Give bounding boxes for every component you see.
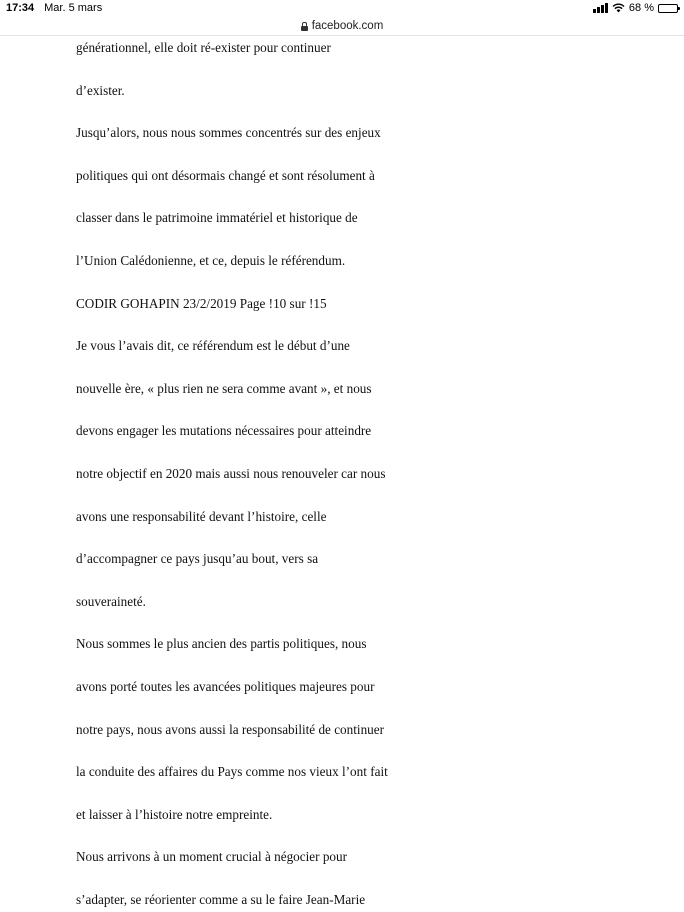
document-line: devons engager les mutations nécessaires pour atteindre xyxy=(76,423,372,439)
document-line: l’Union Calédonienne, et ce, depuis le référendum. xyxy=(76,253,346,268)
document-line: Nous arrivons à un moment crucial à négocier pour xyxy=(76,849,347,865)
wifi-icon xyxy=(612,3,625,13)
document-line: classer dans le patrimoine immatériel et historique de xyxy=(76,210,358,226)
document-line: CODIR GOHAPIN 23/2/2019 Page !10 sur !15 xyxy=(76,295,327,311)
status-left xyxy=(6,2,102,14)
document-line: politiques qui ont désormais changé et sont résolument à xyxy=(76,167,375,183)
document-line: Jusqu’alors, nous nous sommes concentrés sur des enjeux xyxy=(76,125,381,141)
battery-percent: 68 % xyxy=(628,2,654,14)
status-time: 17:34 xyxy=(6,2,35,14)
lock-icon xyxy=(301,22,308,31)
battery-icon xyxy=(658,4,678,13)
document-line: générationnel, elle doit ré-exister pour continuer xyxy=(76,40,331,55)
status-right xyxy=(593,2,678,14)
document-line: avons une responsabilité devant l’histoire, celle xyxy=(76,508,327,524)
document-line: Nous sommes le plus ancien des partis politiques, nous xyxy=(76,636,367,652)
document-line: souveraineté. xyxy=(76,593,146,609)
document-line: d’accompagner ce pays jusqu’au bout, vers sa xyxy=(76,551,319,567)
url-domain: facebook.com xyxy=(311,20,384,32)
address-bar[interactable] xyxy=(0,17,684,36)
document-line: notre pays, nous avons aussi la responsabilité de continuer xyxy=(76,721,385,737)
document-line: nouvelle ère, « plus rien ne sera comme avant », et nous xyxy=(76,380,372,396)
document-line: avons porté toutes les avancées politiques majeures pour xyxy=(76,679,375,694)
document-line: et laisser à l’histoire notre empreinte. xyxy=(76,806,273,822)
document-line: Je vous l’avais dit, ce référendum est le début d’une xyxy=(76,338,350,354)
status-bar xyxy=(0,0,684,18)
cellular-signal-icon xyxy=(593,3,608,13)
status-date: Mar. 5 mars xyxy=(44,2,103,14)
document-line: notre objectif en 2020 mais aussi nous renouveler car nous xyxy=(76,466,386,481)
document-line: s’adapter, se réorienter comme a su le faire Jean-Marie xyxy=(76,892,366,907)
document-line: la conduite des affaires du Pays comme nos vieux l’ont fait xyxy=(76,764,388,780)
document-line: d’exister. xyxy=(76,82,125,98)
